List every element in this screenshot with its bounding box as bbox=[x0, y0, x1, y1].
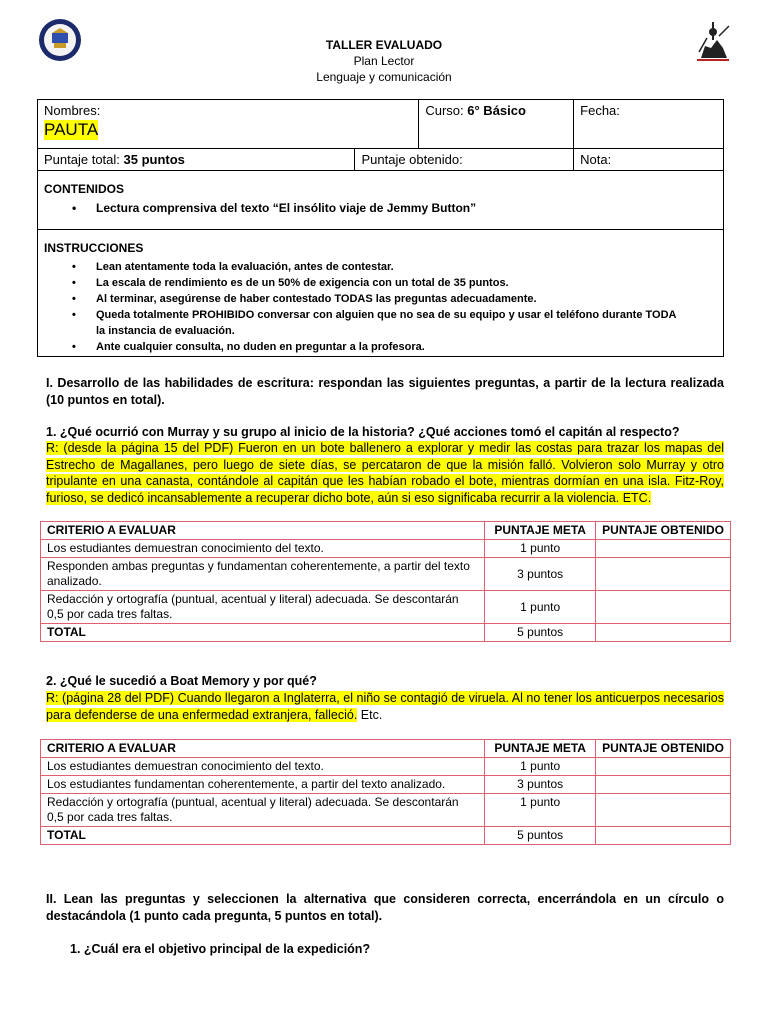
table-row bbox=[41, 794, 731, 827]
criterio-cell: Redacción y ortografía (puntual, acentual y literal) adecuada. Se descontarán 0,5 por cada tres faltas. bbox=[41, 591, 485, 624]
meta-cell: 3 puntos bbox=[485, 558, 596, 591]
contenidos-item: • Lectura comprensiva del texto “El insólito viaje de Jemmy Button” bbox=[96, 200, 717, 216]
criterio-cell: Los estudiantes demuestran conocimiento del texto. bbox=[41, 540, 485, 558]
table-row bbox=[41, 758, 731, 776]
meta-cell: 1 punto bbox=[485, 758, 596, 776]
criteria-header: CRITERIO A EVALUAR bbox=[41, 522, 485, 540]
obtenido-cell bbox=[596, 776, 731, 794]
criterio-cell: Los estudiantes fundamentan coherentemente, a partir del texto analizado. bbox=[41, 776, 485, 794]
obtenido-cell bbox=[596, 827, 731, 845]
instruccion-item: • Lean atentamente toda la evaluación, antes de contestar. bbox=[96, 259, 717, 275]
instruccion-item: • La escala de rendimiento es de un 50% de exigencia con un total de 35 puntos. bbox=[96, 275, 717, 291]
total-value: 5 puntos bbox=[485, 827, 596, 845]
student-info-table bbox=[37, 99, 724, 357]
table-row bbox=[41, 776, 731, 794]
nota-cell bbox=[574, 149, 724, 171]
table-row bbox=[41, 558, 731, 591]
instruccion-item: • Ante cualquier consulta, no duden en preguntar a la profesora. bbox=[96, 339, 717, 355]
meta-cell: 1 punto bbox=[485, 794, 596, 827]
criteria-table-2 bbox=[40, 739, 731, 845]
nota-label: Nota: bbox=[580, 152, 612, 167]
puntaje-obtenido-cell bbox=[355, 149, 574, 171]
obtenido-cell bbox=[596, 558, 731, 591]
instrucciones-title: INSTRUCCIONES bbox=[44, 241, 144, 255]
don-quixote-icon bbox=[693, 18, 733, 62]
table-row bbox=[41, 540, 731, 558]
curso-label: Curso: bbox=[425, 103, 468, 118]
criterio-cell: Responden ambas preguntas y fundamentan coherentemente, a partir del texto analizado. bbox=[41, 558, 485, 591]
section2-q1: 1. ¿Cuál era el objetivo principal de la expedición? bbox=[70, 942, 371, 956]
instruccion-item: • Queda totalmente PROHIBIDO conversar con alguien que no sea de su equipo y usar el teléfono durante TODA la instancia de evaluación. bbox=[96, 307, 717, 339]
section2-title: II. Lean las preguntas y seleccionen la alternativa que consideren correcta, encerrándola en un círculo o destacándola (1 punto cada pregunta, 5 puntos en total). bbox=[46, 892, 724, 923]
instruccion-item: • Al terminar, asegúrense de haber contestado TODAS las preguntas adecuadamente. bbox=[96, 291, 717, 307]
fecha-cell bbox=[574, 100, 724, 149]
criteria-table-1 bbox=[40, 521, 731, 642]
instrucciones-cell bbox=[38, 230, 724, 357]
obtenido-cell bbox=[596, 758, 731, 776]
school-crest-icon bbox=[38, 18, 82, 62]
table-row bbox=[41, 624, 731, 642]
criteria-header: PUNTAJE META bbox=[485, 740, 596, 758]
criteria-header: PUNTAJE META bbox=[485, 522, 596, 540]
puntaje-obtenido-label: Puntaje obtenido: bbox=[361, 152, 463, 167]
table-row bbox=[41, 591, 731, 624]
criterio-cell: Los estudiantes demuestran conocimiento del texto. bbox=[41, 758, 485, 776]
meta-cell: 1 punto bbox=[485, 591, 596, 624]
meta-cell: 3 puntos bbox=[485, 776, 596, 794]
document-subject: Lenguaje y comunicación bbox=[316, 70, 452, 84]
total-value: 5 puntos bbox=[485, 624, 596, 642]
criterio-cell: Redacción y ortografía (puntual, acentual y literal) adecuada. Se descontarán 0,5 por cada tres faltas. bbox=[41, 794, 485, 827]
total-label: TOTAL bbox=[41, 624, 485, 642]
q2-question: 2. ¿Qué le sucedió a Boat Memory y por qué? bbox=[46, 674, 317, 688]
nombres-cell bbox=[38, 100, 419, 149]
obtenido-cell bbox=[596, 624, 731, 642]
curso-cell bbox=[419, 100, 574, 149]
curso-value: 6° Básico bbox=[467, 103, 526, 118]
document-title: TALLER EVALUADO bbox=[325, 38, 443, 52]
nombres-label: Nombres: bbox=[44, 103, 101, 118]
criteria-header: PUNTAJE OBTENIDO bbox=[596, 522, 731, 540]
q1-question: 1. ¿Qué ocurrió con Murray y su grupo al inicio de la historia? ¿Qué acciones tomó el capitán al respecto? bbox=[46, 425, 680, 439]
obtenido-cell bbox=[596, 540, 731, 558]
q2-answer bbox=[46, 690, 724, 723]
criteria-header: PUNTAJE OBTENIDO bbox=[596, 740, 731, 758]
q1-answer-text: R: (desde la página 15 del PDF) Fueron en un bote ballenero a explorar y medir las costas para trazar los mapas del Estrecho de Magallanes, pero luego de siete días, se percataron de que la misión falló. Volvieron solo Murray y otro tripulante en una canasta, contándole al capitán que les habían robado el bote, mientras dormían en una isla. Fitz-Roy, furioso, se dedicó incansablemente a recuperar dicho bote, aún si eso significaba recurrir a la violencia. ETC. bbox=[46, 441, 724, 505]
q2-answer-tail: Etc. bbox=[357, 707, 383, 722]
obtenido-cell bbox=[596, 794, 731, 827]
nombres-value: PAUTA bbox=[44, 120, 99, 139]
document-subtitle: Plan Lector bbox=[353, 54, 415, 68]
contenidos-title: CONTENIDOS bbox=[44, 182, 125, 196]
meta-cell: 1 punto bbox=[485, 540, 596, 558]
document-header bbox=[200, 37, 568, 85]
puntaje-total-label: Puntaje total: bbox=[44, 152, 124, 167]
q1-answer bbox=[46, 440, 724, 506]
section1-title: I. Desarrollo de las habilidades de escritura: respondan las siguientes preguntas, a partir de la lectura realizada (10 puntos en total). bbox=[46, 376, 724, 407]
criteria-header: CRITERIO A EVALUAR bbox=[41, 740, 485, 758]
table-row bbox=[41, 827, 731, 845]
q2-answer-text: R: (página 28 del PDF) Cuando llegaron a Inglaterra, el niño se contagió de viruela. Al no tener los anticuerpos necesarios para defenderse de una enfermedad extranjera, falleció. bbox=[46, 691, 724, 722]
puntaje-total-value: 35 puntos bbox=[123, 152, 185, 167]
obtenido-cell bbox=[596, 591, 731, 624]
contenidos-cell bbox=[38, 171, 724, 230]
puntaje-total-cell bbox=[38, 149, 355, 171]
total-label: TOTAL bbox=[41, 827, 485, 845]
fecha-label: Fecha: bbox=[580, 103, 620, 118]
